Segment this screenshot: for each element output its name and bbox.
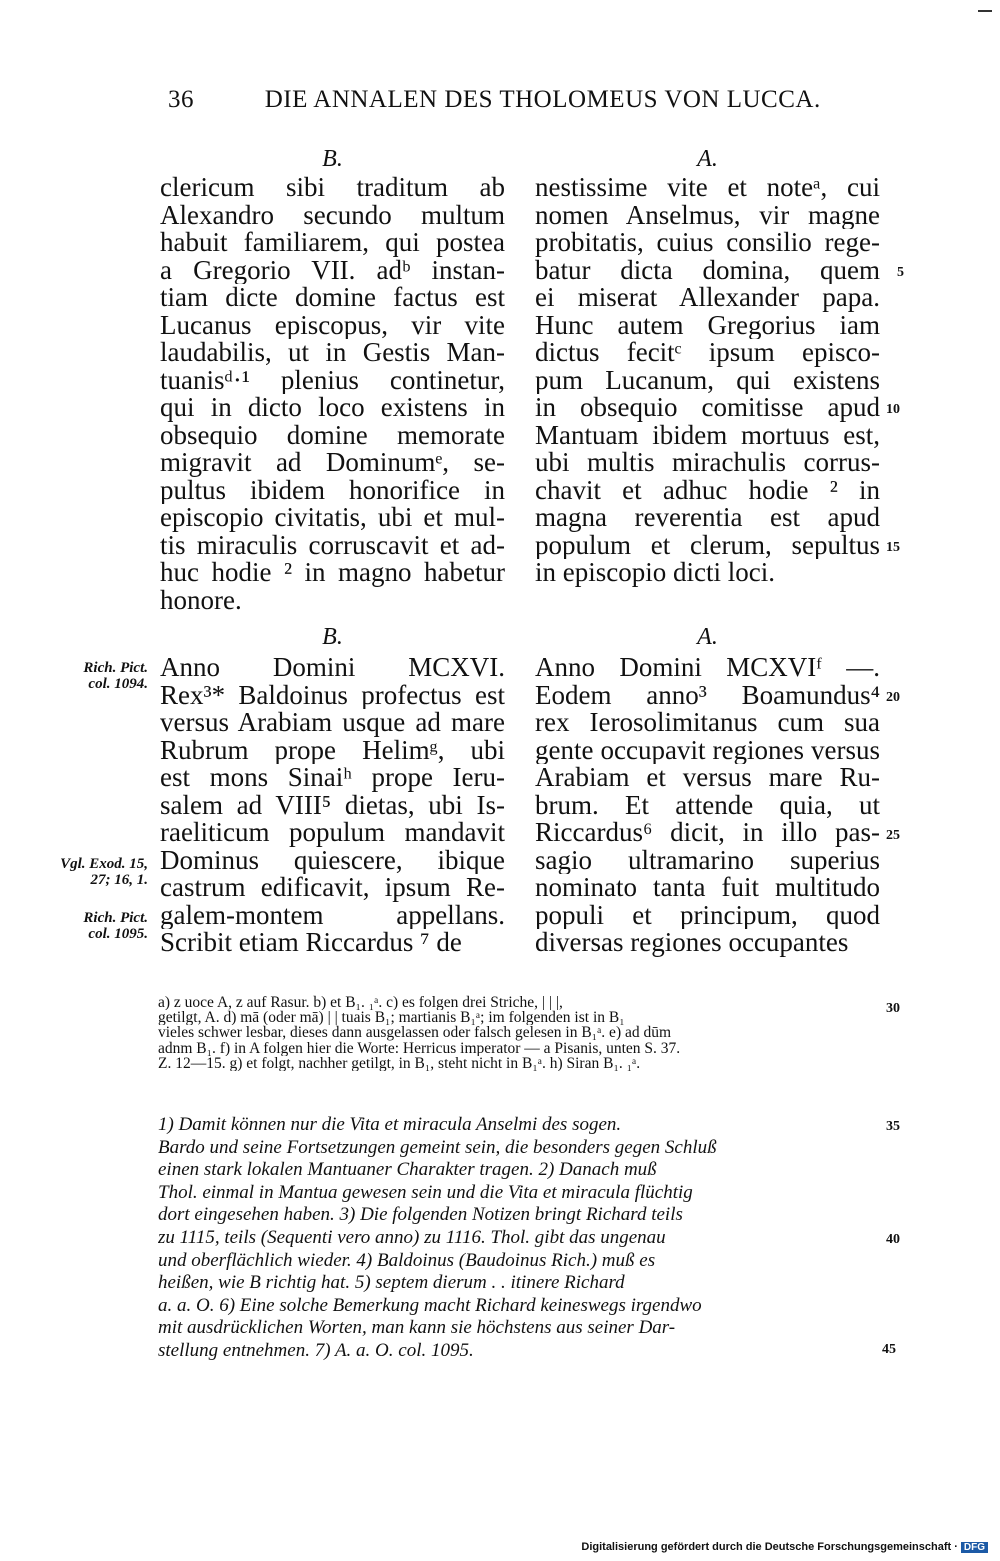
text-line: Bardo und seine Fortsetzungen gemeint sein, die besonders gegen Schluß (158, 1136, 717, 1158)
text-line: raeliticum populum mandavit (160, 819, 505, 847)
line-number: 35 (886, 1119, 900, 1134)
text-line: einen stark lokalen Mantuaner Charakter tragen. 2) Danach muß (158, 1159, 657, 1181)
line-number: 5 (897, 265, 904, 280)
text-line: brum. Et attende quia, ut (535, 791, 880, 819)
text-line: Thol. einmal in Mantua gewesen sein und die Vita et miracula flüchtig (158, 1181, 693, 1203)
text-line: adnm B₁. f) in A folgen hier die Worte: Herricus imperator — a Pisanis, unten S. 37. (158, 1040, 681, 1056)
text-line: getilgt, A. d) mā (oder mā) | | tuais B₁; martianis B₁ᵃ; im folgenden ist in B₁ (158, 1010, 625, 1026)
text-line: dort eingesehen haben. 3) Die folgenden Notizen bringt Richard teils (158, 1204, 683, 1226)
text-line: magna reverentia est apud (535, 504, 880, 532)
running-header (168, 86, 821, 114)
text-line: populum et clerum, sepultus (535, 531, 880, 559)
text-line: a. a. O. 6) Eine solche Bemerkung macht Richard keineswegs irgendwo (158, 1294, 702, 1316)
text-line: ei miserat Allexander papa. (535, 284, 880, 312)
line-number: 10 (886, 402, 900, 417)
text-line: versus Arabiam usque ad mare (160, 709, 505, 737)
margin-note (28, 856, 148, 888)
text-line: Rex³* Baldoinus profectus est (160, 681, 505, 709)
text-line: Eodem anno³ Boamundus⁴ (535, 681, 880, 709)
text-line: vieles schwer lesbar, dieses dann ausgelassen oder falsch gelesen in B₁ᵃ. e) ad dūm (158, 1025, 672, 1041)
margin-note (28, 910, 148, 942)
text-line: Anno Domini MCXVIᶠ —. (535, 654, 880, 682)
text-line: galem-montem appellans. (160, 901, 505, 929)
text-line: clericum sibi traditum ab (160, 174, 505, 202)
text-line: Anno Domini MCXVI. (160, 654, 505, 682)
text-column-b-1 (160, 174, 505, 614)
text-line: Z. 12—15. g) et folgt, nachher getilgt, in B₁, steht nicht in B₁ᵃ. h) Siran B₁. ₁ᵃ. (158, 1055, 641, 1072)
text-line: salem ad VIII⁵ dietas, ubi Is- (160, 791, 505, 819)
text-line: Rubrum prope Helimᵍ, ubi (160, 736, 505, 764)
footer-credit (581, 1541, 988, 1553)
margin-note-line: Rich. Pict. (83, 660, 148, 676)
text-line: dictus fecitᶜ ipsum episco- (535, 339, 880, 367)
text-line: ubi multis mirachulis corrus- (535, 449, 880, 477)
margin-note-line: Vgl. Exod. 15, (60, 856, 148, 872)
text-line: stellung entnehmen. 7) A. a. O. col. 1095. (158, 1339, 474, 1361)
text-line: Alexandro secundo multum (160, 201, 505, 229)
text-line: pum Lucanum, qui existens (535, 366, 880, 394)
line-number: 45 (882, 1342, 896, 1357)
text-line: laudabilis, ut in Gestis Man- (160, 339, 505, 367)
text-column-a-1 (535, 174, 880, 587)
text-line: in episcopio dicti loci. (535, 559, 775, 587)
page-corner-mark (978, 10, 992, 12)
text-line: populi et principum, quod (535, 901, 880, 929)
siglum-b-2: B. (322, 624, 343, 650)
critical-apparatus (158, 995, 880, 1071)
text-line: a) z uoce A, z auf Rasur. b) et B₁. ₁ᵃ. c) es folgen drei Striche, | | |, (158, 995, 563, 1011)
text-line: rex Ierosolimitanus cum sua (535, 709, 880, 737)
text-line: honore. (160, 586, 242, 614)
text-line: obsequio domine memorate (160, 421, 505, 449)
text-line: heißen, wie B richtig hat. 5) septem dierum . . itinere Richard (158, 1272, 625, 1294)
siglum-a-1: A. (697, 146, 718, 172)
text-line: tis miraculis corruscavit et ad- (160, 531, 505, 559)
text-line: Mantuam ibidem mortuus est, (535, 421, 880, 449)
text-line: probitatis, cuius consilio rege- (535, 229, 880, 257)
text-line: gente occupavit regiones versus (535, 736, 880, 764)
text-line: tiam dicte domine factus est (160, 284, 505, 312)
text-line: in obsequio comitisse apud (535, 394, 880, 422)
footnotes (158, 1114, 880, 1363)
text-line: nomen Anselmus, vir magne (535, 201, 880, 229)
siglum-a-2: A. (697, 624, 718, 650)
margin-note-line: Rich. Pict. (83, 910, 148, 926)
text-line: Hunc autem Gregorius iam (535, 311, 880, 339)
page-title: DIE ANNALEN DES THOLOMEUS VON LUCCA. (264, 86, 821, 113)
margin-note-line: 27; 16, 1. (90, 872, 148, 888)
text-line: Arabiam et versus mare Ru- (535, 764, 880, 792)
text-line: chavit et adhuc hodie ² in (535, 476, 880, 504)
text-line: migravit ad Dominumᵉ, se- (160, 449, 505, 477)
line-number: 40 (886, 1232, 900, 1247)
text-line: und oberflächlich wieder. 4) Baldoinus (Baudoinus Rich.) muß es (158, 1249, 656, 1271)
text-line: nominato tanta fuit multitudo (535, 874, 880, 902)
text-line: sagio ultramarino superius (535, 846, 880, 874)
text-line: Dominus quiescere, ibique (160, 846, 505, 874)
text-line: qui in dicto loco existens in (160, 394, 505, 422)
line-number: 15 (886, 540, 900, 555)
text-line: 1) Damit können nur die Vita et miracula Anselmi des sogen. (158, 1114, 622, 1135)
text-line: Scribit etiam Riccardus ⁷ de (160, 929, 462, 957)
text-line: mit ausdrücklichen Worten, man kann sie höchstens aus seiner Dar- (158, 1317, 676, 1339)
page-number: 36 (168, 86, 194, 113)
text-line: nestissime vite et noteᵃ, cui (535, 174, 880, 202)
text-line: Lucanus episcopus, vir vite (160, 311, 505, 339)
text-column-a-2 (535, 654, 880, 957)
text-line: episcopio civitatis, ubi et mul- (160, 504, 505, 532)
margin-note-line: col. 1094. (88, 676, 148, 692)
margin-note-line: col. 1095. (88, 926, 148, 942)
line-number: 20 (886, 690, 900, 705)
line-number: 25 (886, 828, 900, 843)
text-line: zu 1115, teils (Sequenti vero anno) zu 1116. Thol. gibt das ungenau (158, 1226, 666, 1248)
text-line: habuit familiarem, qui postea (160, 229, 505, 257)
siglum-b-1: B. (322, 146, 343, 172)
text-line: a Gregorio VII. adᵇ instan- (160, 256, 505, 284)
text-line: Riccardus⁶ dicit, in illo pas- (535, 819, 880, 847)
text-line: diversas regiones occupantes (535, 929, 849, 957)
text-column-b-2 (160, 654, 505, 957)
text-line: est mons Sinaiʰ prope Ieru- (160, 764, 505, 792)
text-line: pultus ibidem honorifice in (160, 476, 505, 504)
text-line: castrum edificavit, ipsum Re- (160, 874, 505, 902)
text-line: huc hodie ² in magno habetur (160, 559, 505, 587)
dfg-logo: DFG (961, 1542, 988, 1553)
footer-text: Digitalisierung gefördert durch die Deutsche Forschungsgemeinschaft · (581, 1541, 958, 1553)
text-line: tuanisᵈ·¹ plenius continetur, (160, 366, 505, 394)
line-number: 30 (886, 1001, 900, 1016)
text-line: batur dicta domina, quem (535, 256, 880, 284)
margin-note (28, 660, 148, 692)
